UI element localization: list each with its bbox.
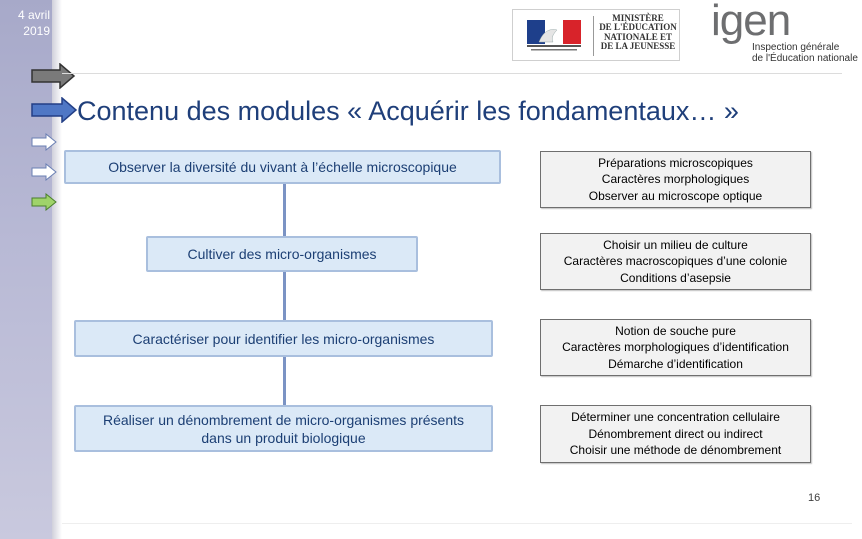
detail-line: Caractères morphologiques d’identification: [562, 340, 789, 355]
module-label-1: Observer la diversité du vivant à l’échelle microscopique: [108, 159, 457, 175]
nav-arrow-white-2-icon[interactable]: [30, 163, 58, 181]
detail-line: Choisir un milieu de culture: [603, 237, 748, 252]
connector-3-4: [283, 355, 286, 407]
connector-2-3: [283, 270, 286, 322]
nav-arrow-blue-icon[interactable]: [30, 97, 78, 123]
nav-arrow-grey-icon[interactable]: [30, 63, 76, 89]
connector-1-2: [283, 182, 286, 238]
nav-arrow-green-icon[interactable]: [30, 193, 58, 211]
module-box-3: [74, 320, 493, 357]
ministry-separator: [593, 16, 594, 56]
module-box-2: [146, 236, 418, 272]
module-label-3: Caractériser pour identifier les micro-organismes: [132, 330, 435, 347]
detail-box-4: [540, 405, 811, 463]
module-label-2: Cultiver des micro-organismes: [187, 246, 377, 262]
ministry-logo: [512, 9, 680, 61]
detail-line: Préparations microscopiques: [598, 155, 753, 170]
detail-line: Caractères morphologiques: [601, 172, 750, 187]
detail-line: Dénombrement direct ou indirect: [588, 426, 763, 441]
detail-line: Observer au microscope optique: [588, 188, 763, 203]
detail-box-3: [540, 319, 811, 376]
marianne-emblem-icon: [521, 18, 585, 52]
module-label-4: Réaliser un dénombrement de micro-organismes présents dans un produit biologique: [102, 411, 465, 446]
detail-box-2: [540, 233, 811, 290]
detail-line: Déterminer une concentration cellulaire: [571, 410, 780, 425]
detail-line: Conditions d’asepsie: [620, 270, 731, 285]
date: [0, 7, 50, 39]
igen-logo-subtitle: Inspection générale de l'Éducation nationale: [752, 42, 858, 64]
page-number: 16: [808, 492, 821, 504]
detail-line: Caractères macroscopiques d’une colonie: [563, 254, 788, 269]
module-box-1: [64, 150, 501, 184]
nav-arrow-white-1-icon[interactable]: [30, 133, 58, 151]
detail-line: Démarche d’identification: [608, 356, 743, 371]
slide-title: Contenu des modules « Acquérir les fondamentaux… »: [77, 96, 739, 126]
detail-line: Choisir une méthode de dénombrement: [569, 443, 782, 458]
igen-logo-word: igen: [711, 0, 791, 45]
date-day-month: 4 avril: [17, 8, 50, 22]
footer-divider: [62, 523, 852, 524]
date-year: 2019: [23, 24, 50, 38]
header-divider: [62, 73, 842, 74]
module-box-4: [74, 405, 493, 452]
detail-box-1: [540, 151, 811, 208]
ministry-name: MINISTÈRE DE L'ÉDUCATION NATIONALE ET DE LA JEUNESSE: [599, 13, 677, 52]
detail-line: Notion de souche pure: [615, 323, 736, 338]
